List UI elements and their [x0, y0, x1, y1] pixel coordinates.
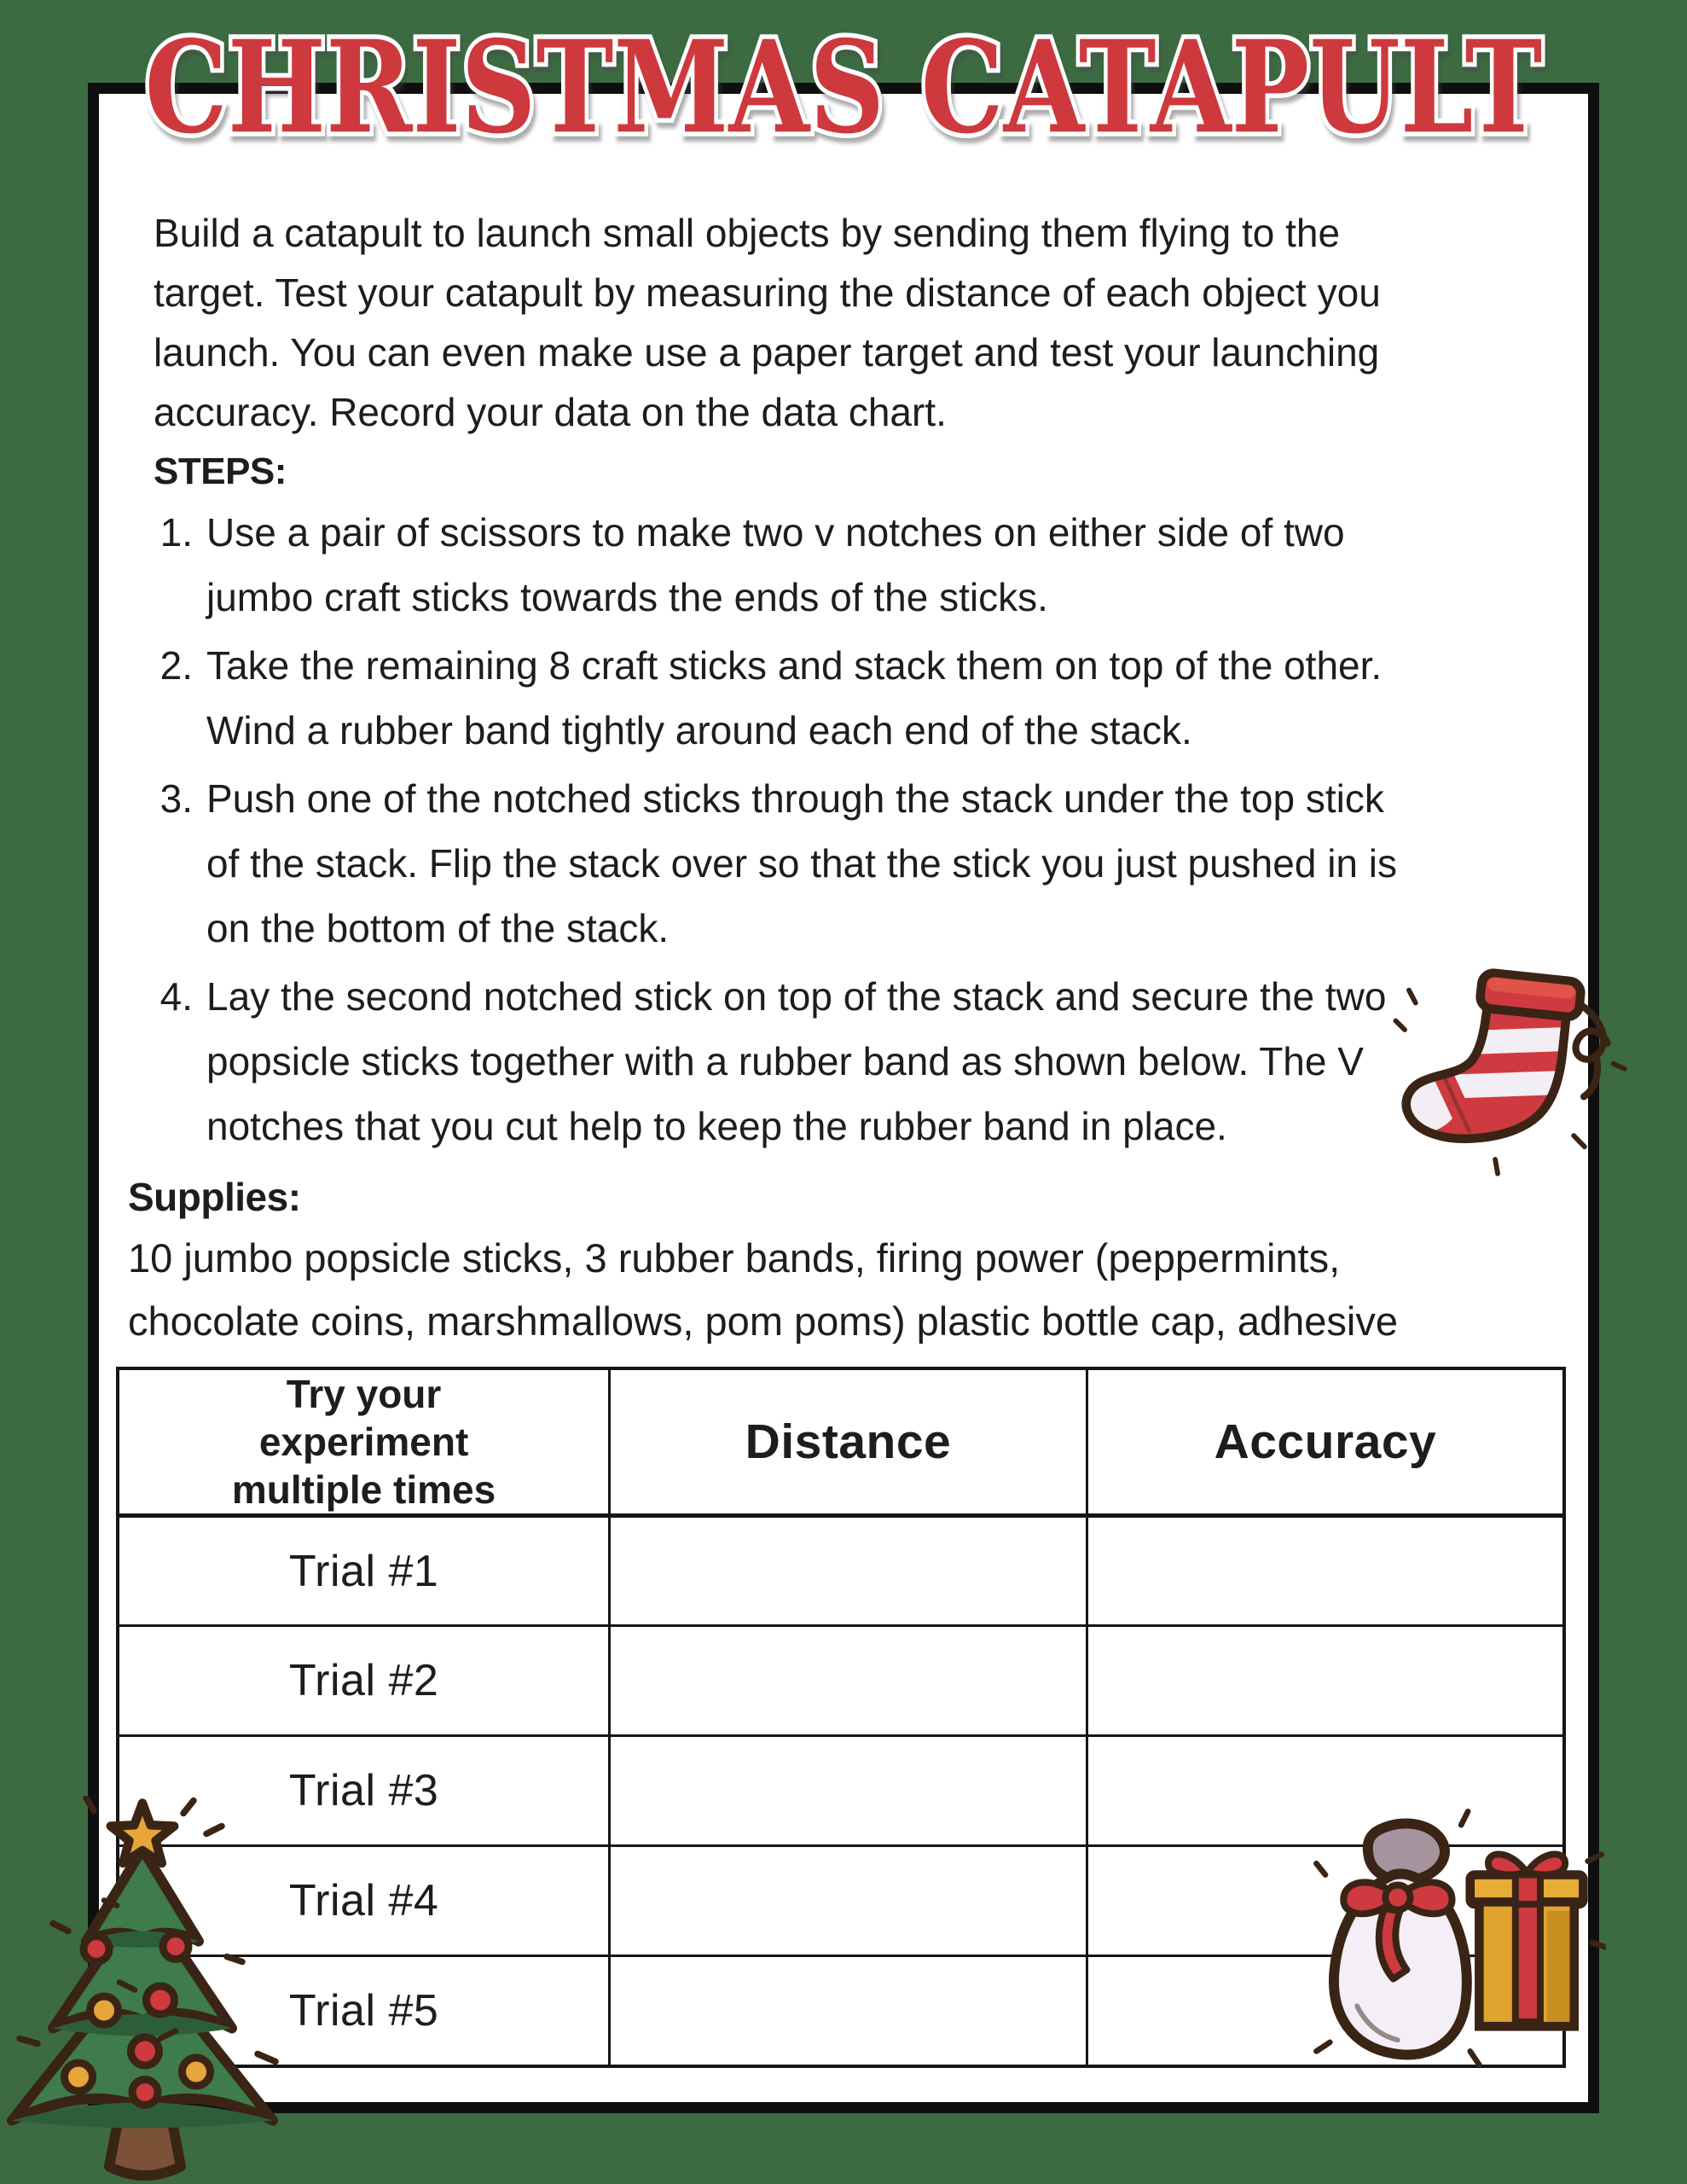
step-text — [206, 633, 1382, 763]
steps-list — [154, 500, 1528, 1159]
step-item-3 — [154, 766, 1528, 961]
intro-line: accuracy. Record your data on the data chart. — [154, 390, 947, 434]
step-number: 2. — [159, 643, 193, 688]
step-text — [206, 766, 1397, 961]
stocking-icon — [1388, 957, 1627, 1196]
trial-label-cell: Trial #2 — [118, 1626, 610, 1736]
step-line: Lay the second notched stick on top of the stack and secure the two — [206, 974, 1387, 1019]
trial-label-cell: Trial #3 — [118, 1736, 610, 1846]
trial-label-cell: Trial #1 — [118, 1516, 610, 1626]
step-line: Push one of the notched sticks through the stack under the top stick — [206, 776, 1384, 821]
header-accuracy: Accuracy — [1087, 1368, 1564, 1516]
step-item-2 — [154, 633, 1528, 763]
step-number: 4. — [159, 974, 193, 1019]
header-trials: Try your experiment multiple times — [118, 1368, 610, 1516]
supplies-line: chocolate coins, marshmallows, pom poms) plastic bottle cap, adhesive — [128, 1298, 1399, 1344]
intro-line: target. Test your catapult by measuring the distance of each object you — [154, 270, 1381, 315]
accuracy-cell — [1087, 1626, 1564, 1736]
step-line: on the bottom of the stack. — [206, 906, 670, 950]
intro-line: Build a catapult to launch small objects by sending them flying to the — [154, 211, 1341, 255]
intro-paragraph — [154, 203, 1528, 442]
page-content — [99, 94, 1588, 2068]
distance-cell — [610, 1956, 1087, 2066]
step-line: popsicle sticks together with a rubber band as shown below. The V — [206, 1039, 1364, 1083]
trial-label-cell: Trial #5 — [118, 1956, 610, 2066]
step-item-1 — [154, 500, 1528, 630]
gift-bag-icon — [1312, 1807, 1606, 2067]
step-number: 3. — [159, 776, 193, 821]
step-line: Take the remaining 8 craft sticks and stack them on top of the other. — [206, 643, 1383, 688]
supplies-section — [128, 1174, 1528, 1353]
step-text — [206, 964, 1386, 1159]
step-number: 1. — [159, 510, 193, 555]
step-line: jumbo craft sticks towards the ends of the sticks. — [206, 575, 1048, 619]
distance-cell — [610, 1736, 1087, 1846]
page-title: CHRISTMAS CATAPULT — [144, 12, 1543, 162]
intro-line: launch. You can even make use a paper target and test your launching — [154, 330, 1380, 375]
table-header-row — [118, 1368, 1564, 1516]
christmas-tree-icon — [7, 1796, 288, 2184]
step-text — [206, 500, 1345, 630]
accuracy-cell — [1087, 1516, 1564, 1626]
supplies-text — [128, 1227, 1528, 1353]
trial-label-cell: Trial #4 — [118, 1846, 610, 1956]
table-row — [118, 1626, 1564, 1736]
step-line: Wind a rubber band tightly around each end of the stack. — [206, 708, 1192, 752]
distance-cell — [610, 1626, 1087, 1736]
supplies-heading: Supplies: — [128, 1175, 301, 1219]
header-distance: Distance — [610, 1368, 1087, 1516]
step-line: of the stack. Flip the stack over so that the stick you just pushed in is — [206, 841, 1398, 886]
steps-heading: STEPS: — [154, 450, 287, 492]
step-line: Use a pair of scissors to make two v notches on either side of two — [206, 510, 1345, 555]
distance-cell — [610, 1516, 1087, 1626]
distance-cell — [610, 1846, 1087, 1956]
step-item-4 — [154, 964, 1528, 1159]
step-line: notches that you cut help to keep the rubber band in place. — [206, 1104, 1227, 1148]
table-row — [118, 1516, 1564, 1626]
supplies-line: 10 jumbo popsicle sticks, 3 rubber bands, firing power (peppermints, — [128, 1235, 1341, 1281]
